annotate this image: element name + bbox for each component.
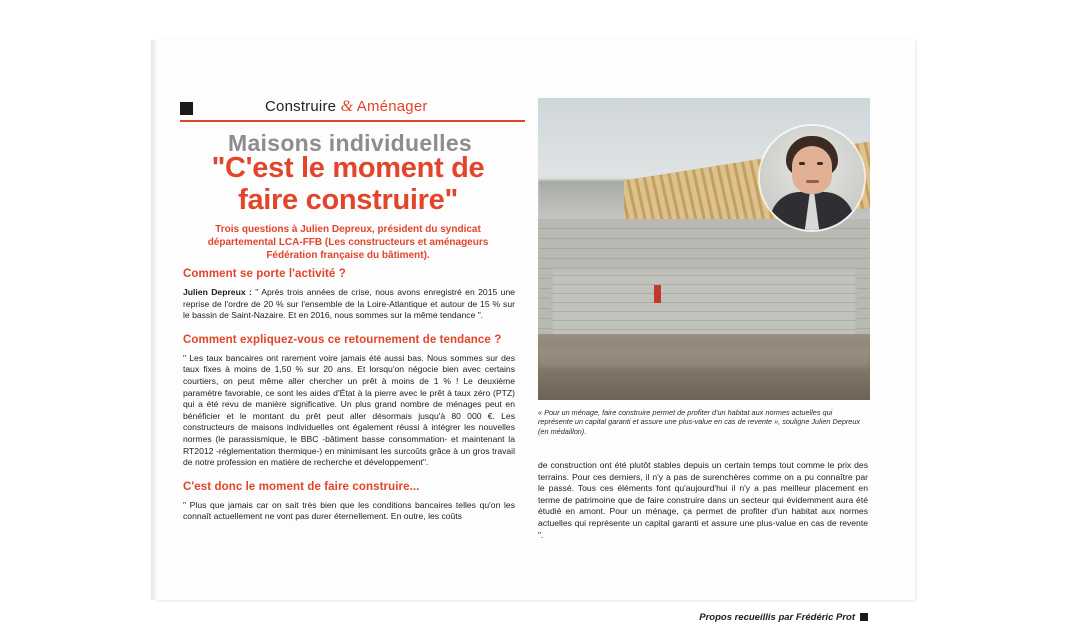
article-kicker: Maisons individuelles [227,130,473,156]
header-rule [180,120,525,122]
paragraph-answer-3-continued: de construction ont été plutôt stables depuis un certain temps tout comme le prix des terrains. Pour ces derniers, il n'y a pas de surenchères comme on a pu connaître par le passé. Tous ces éléments font qu'aujourd'hui il n'y a pas meilleur placement en terme de patrimoine que de faire construire dans un secteur qui évidemment aura été étudié en amont. Pour un ménage, ça permet de profiter d'un habitat aux normes actuelles qui représente un capital garanti et assure une plus-value en cas de revente ". [538,460,868,540]
subhead-activity: Comment se porte l'activité ? [183,268,346,280]
article-standfirst: Trois questions à Julien Depreux, président du syndicat départemental LCA-FFB (Les constructeurs et aménageurs Fédération française du bâtiment). [207,224,489,261]
portrait-face [792,146,832,194]
section-title [265,98,428,116]
photo-ground [538,334,870,400]
article-headline [173,152,523,216]
headline-line-1: "C'est le moment de [211,152,485,184]
subhead-explanation: Comment expliquez-vous ce retournement de tendance ? [183,333,502,346]
photo-red-marker [654,285,661,303]
article-column-right [538,460,868,548]
interviewee-name: Julien Depreux : [183,287,256,297]
portrait-mouth [806,180,819,183]
portrait-eye-right [817,162,823,165]
paragraph-answer-3: " Plus que jamais car on sait très bien que les conditions bancaires telles qu'on les connaît actuellement ne vont pas durer éternellement. En outre, les coûts [183,499,515,522]
portrait-eye-left [799,162,805,165]
article-byline [538,612,868,623]
section-title-first: Construire [265,98,337,115]
paragraph-answer-1-text: " Après trois années de crise, nous avons enregistré en 2015 une reprise de l'ordre de 20 % sur l'ensemble de la Loire-Atlantique et autour de 15 % sur le bassin de Saint-Nazaire. Et en 2016, nous sommes sur la même tendance ". [183,287,515,321]
ampersand-icon: & [340,98,354,115]
section-title-second: Aménager [356,98,428,115]
portrait-inset [760,126,864,230]
paragraph-answer-2: " Les taux bancaires ont rarement voire jamais été aussi bas. Nous sommes sur des taux fixes à moins de 1,50 % sur 20 ans. Et lorsqu'on négocie bien avec certains courtiers, on peut même aller chercher un prêt à moins de 1 % ! Le deuxième paramètre favorable, ce sont les aides d'État à la pierre avec le prêt à taux zéro (PTZ) qui a été revu de manière significative. Un plus grand nombre de ménages peut en bénéficier et le montant du prêt peut aller désormais jusqu'à 80 000 €. Les constructeurs de maisons individuelles ont également réussi à intégrer les nouvelles normes (le parassismique, le BBC -bâtiment basse consommation- et maintenant la RT2012 -réglementation thermique-) en minimisant les surcoûts grâce à un gros travail de notre profession en matière de recherche et développement". [183,352,515,468]
end-square-icon [860,613,868,621]
photo-front-wall [551,267,856,339]
article-photo [538,98,870,400]
paragraph-answer-1 [183,287,515,322]
square-bullet-icon [180,102,193,115]
article-column-left [183,268,515,530]
byline-text: Propos recueillis par Frédéric Prot [699,612,855,623]
subhead-moment: C'est donc le moment de faire construire... [183,480,420,493]
photo-caption: « Pour un ménage, faire construire permet de profiter d'un habitat aux normes actuelles qui représente un capital garanti et assure une plus-value en cas de revente », souligne Julien Depreux (en médaillon). [538,408,861,436]
scanned-page [155,40,915,623]
headline-line-2: faire construire" [238,184,458,216]
